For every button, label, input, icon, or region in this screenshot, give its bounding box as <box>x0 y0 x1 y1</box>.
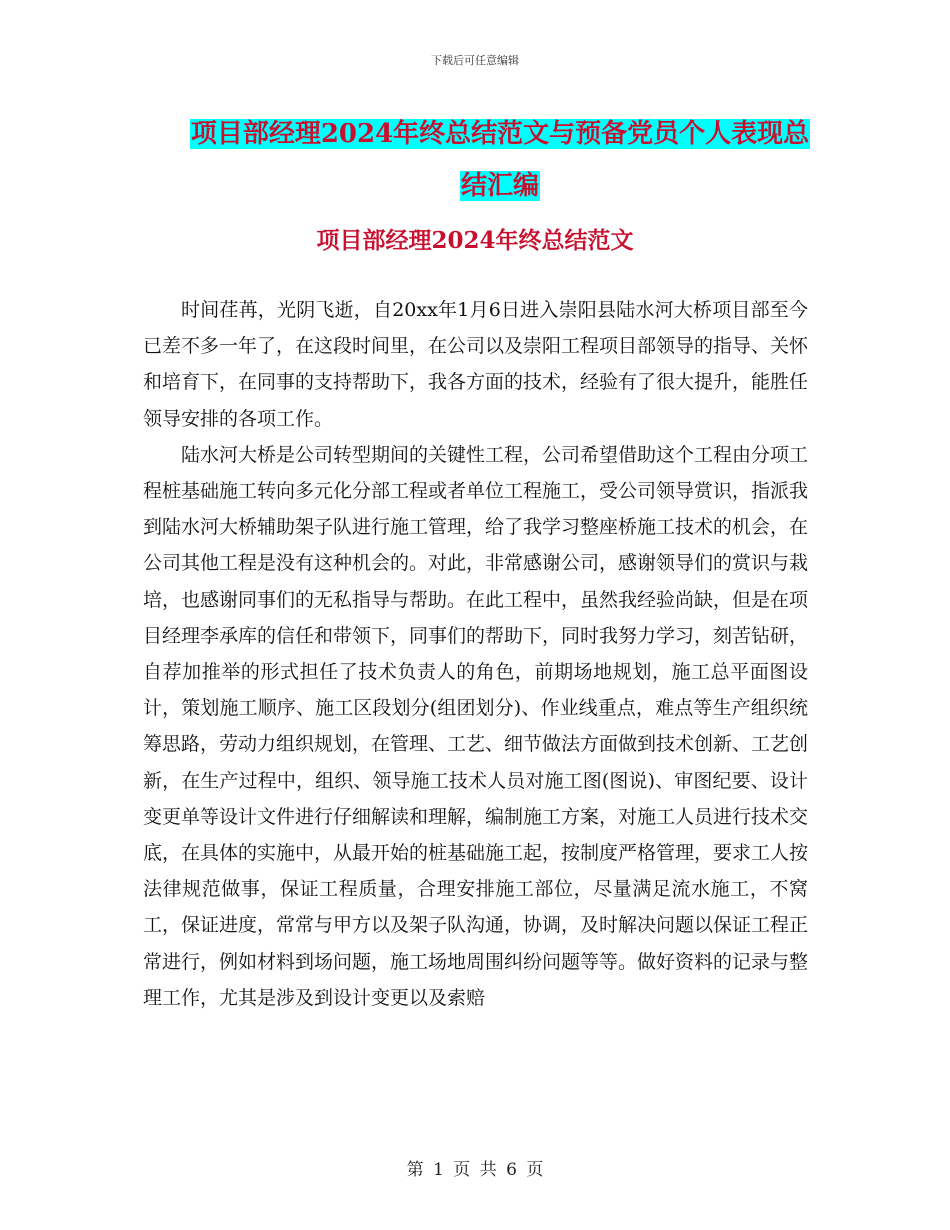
document-title <box>100 108 900 212</box>
body-text <box>143 292 808 1016</box>
document-title-line-2: 结汇编 <box>460 171 539 201</box>
section-title: 项目部经理2024年终总结范文 <box>316 227 634 254</box>
page-header: 下载后可任意编辑 <box>431 54 519 67</box>
document-title-line-1: 项目部经理2024年终总结范文与预备党员个人表现总 <box>190 119 810 149</box>
paragraph: 时间荏苒，光阴飞逝，自20xx年1月6日进入崇阳县陆水河大桥项目部至今已差不多一年了，在这段时间里，在公司以及崇阳工程项目部领导的指导、关怀和培育下，在同事的支持帮助下，我各方面的技术，经验有了很大提升，能胜任领导安排的各项工作。 <box>143 299 809 430</box>
paragraph: 陆水河大桥是公司转型期间的关键性工程，公司希望借助这个工程由分项工程桩基础施工转向多元化分部工程或者单位工程施工，受公司领导赏识，指派我到陆水河大桥辅助架子队进行施工管理，给了我学习整座桥施工技术的机会，在公司其他工程是没有这种机会的。对此，非常感谢公司，感谢领导们的赏识与栽培，也感谢同事们的无私指导与帮助。在此工程中，虽然我经验尚缺，但是在项目经理李承库的信任和带领下，同事们的帮助下，同时我努力学习，刻苦钻研，自荐加推举的形式担任了技术负责人的角色，前期场地规划，施工总平面图设计，策划施工顺序、施工区段划分(组团划分)、作业线重点，难点等生产组织统筹思路，劳动力组织规划，在管理、工艺、细节做法方面做到技术创新、工艺创新，在生产过程中，组织、领导施工技术人员对施工图(图说)、审图纪要、设计变更单等设计文件进行仔细解读和理解，编制施工方案，对施工人员进行技术交底，在具体的实施中，从最开始的桩基础施工起，按制度严格管理，要求工人按法律规范做事，保证工程质量，合理安排施工部位，尽量满足流水施工，不窝工，保证进度，常常与甲方以及架子队沟通，协调，及时解决问题以保证工程正常进行，例如材料到场问题，施工场地周围纠纷问题等等。做好资料的记录与整理工作，尤其是涉及到设计变更以及索赔 <box>143 443 809 1009</box>
page-number: 第 1 页 共 6 页 <box>406 1160 544 1180</box>
